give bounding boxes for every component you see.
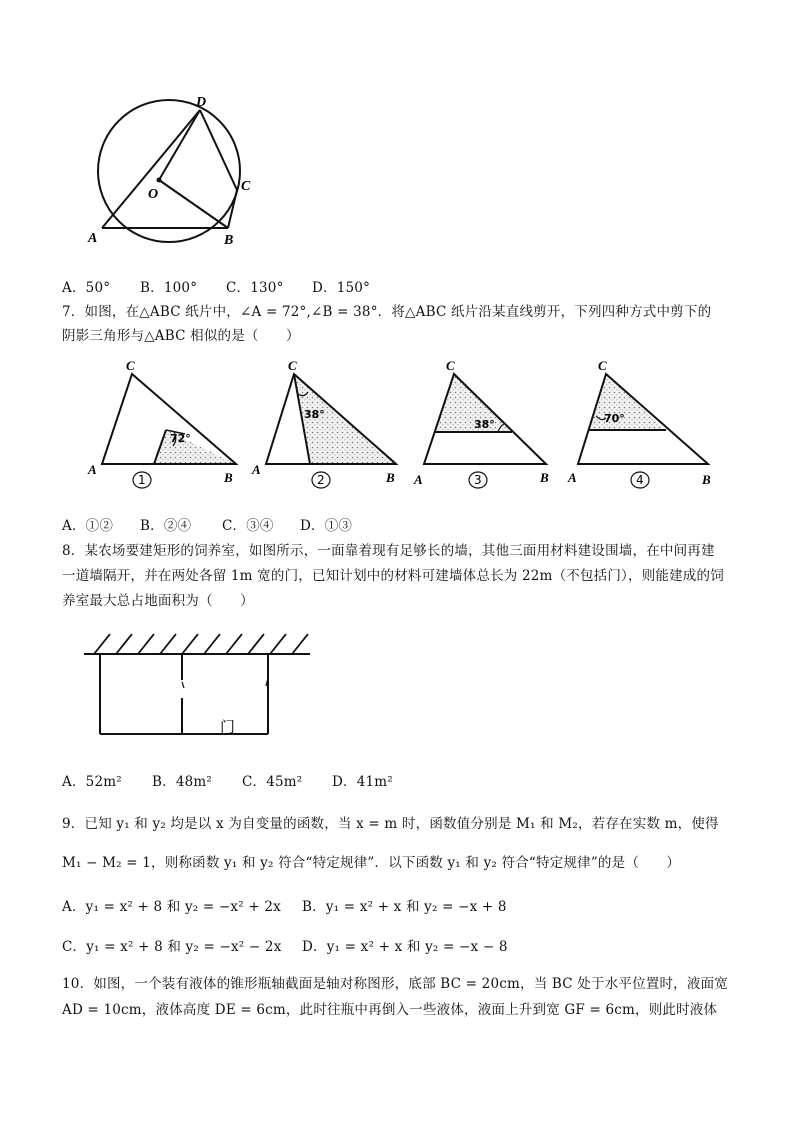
q6-option-d[interactable]: D．150° [312,280,371,296]
q8-stem-line1: 8．某农场要建矩形的饲养室，如图所示，一面靠着现有足够长的墙，其他三面用材料建设围墙，在中间再建 [62,543,715,559]
q9-options-row2 [62,935,508,955]
q7-fig2-label-b: B [386,470,395,485]
q8-enclosure-figure [80,628,320,748]
q7-triangle-figures [84,356,724,496]
q7-fig4-shaded-triangle [588,374,666,430]
q6-label-d: D [196,95,207,110]
q10-stem-line2: AD = 10cm，液体高度 DE = 6cm，此时往瓶中再倒入一些液体，液面上升到宽 GF = 6cm，则此时液体 [62,1002,718,1018]
q9-option-d[interactable]: D．y₁ = x² + x 和 y₂ = −x − 8 [302,939,508,955]
q9-option-c[interactable]: C．y₁ = x² + 8 和 y₂ = −x² − 2x [62,939,282,955]
q8-options [62,770,393,790]
q8-option-d[interactable]: D．41m² [332,774,393,790]
q6-option-a[interactable]: A．50° [62,280,111,296]
q7-fig2-label-c: C [288,358,297,373]
q7-fig1-number: 1 [138,473,146,487]
q7-stem-line1: 7．如图，在△ABC 纸片中，∠A = 72°,∠B = 38°．将△ABC 纸片沿某直线剪开，下列四种方式中剪下的 [62,304,712,320]
q6-options [62,276,370,296]
q7-fig1-shaded-triangle [154,430,236,464]
q7-fig1-angle: 72° [170,432,191,445]
q7-fig3-number: 3 [474,473,482,487]
q7-fig3-label-c: C [446,358,455,373]
q6-label-o: O [148,187,159,202]
q6-label-a: A [88,231,98,246]
q6-option-c[interactable]: C．130° [226,280,284,296]
q8-wall-hatching [94,634,308,654]
q7-fig3-label-b: B [540,470,549,485]
q6-radius-od [159,110,200,180]
q7-figure-2 [251,358,396,488]
q7-fig3-shaded-triangle [434,374,512,432]
q7-fig2-angle: 38° [304,408,325,421]
q7-fig1-label-b: B [224,470,233,485]
q8-option-a[interactable]: A．52m² [62,774,122,790]
q7-fig4-label-b: B [702,472,711,487]
q8-door-label: 门 [220,718,236,736]
q8-stem-line2: 一道墙隔开，并在两处各留 1m 宽的门，已知计划中的材料可建墙体总长为 22m（不包括门），则能建成的饲 [62,568,724,584]
q9-stem-line1: 9．已知 y₁ 和 y₂ 均是以 x 为自变量的函数，当 x = m 时，函数值分别是 M₁ 和 M₂，若存在实数 m，使得 [62,816,719,832]
q7-fig3-label-a: A [414,472,423,487]
q7-option-d[interactable]: D．①③ [300,518,353,534]
q8-option-c[interactable]: C．45m² [242,774,303,790]
q6-option-b[interactable]: B．100° [140,280,198,296]
q7-option-a[interactable]: A．①② [62,518,114,534]
q7-fig1-label-a: A [88,462,97,477]
q6-label-b: B [224,233,234,248]
q7-stem-line2: 阴影三角形与△ABC 相似的是（ ） [62,328,300,344]
q7-fig3-angle: 38° [474,418,495,431]
q6-radius-ob [159,180,228,228]
q6-label-c: C [241,179,251,194]
q7-fig4-label-c: C [598,358,607,373]
q7-fig4-label-a: A [568,470,577,485]
q9-options-row1 [62,895,507,915]
q8-middle-wall-gap-mark [182,682,184,688]
q6-center-dot [157,178,162,183]
q6-chord-dc [200,110,237,190]
q7-fig1-label-c: C [126,358,135,373]
q7-options [62,514,352,534]
q7-figure-1 [87,358,236,488]
q8-option-b[interactable]: B．48m² [152,774,213,790]
q6-chord-ad [102,110,200,228]
q10-stem-line1: 10．如图，一个装有液体的锥形瓶轴截面是轴对称图形，底部 BC = 20cm，当 BC 处于水平位置时，液面宽 [62,976,728,992]
q8-stem-line3: 养室最大总占地面积为（ ） [62,593,254,609]
q7-fig2-number: 2 [317,473,325,487]
q7-figure-4 [567,358,711,488]
q7-fig4-angle: 70° [604,412,625,425]
q7-option-c[interactable]: C．③④ [222,518,274,534]
q7-fig2-label-a: A [252,462,261,477]
q6-circle-figure [80,92,270,252]
q7-fig4-number: 4 [636,473,644,487]
q9-option-b[interactable]: B．y₁ = x² + x 和 y₂ = −x + 8 [302,899,507,915]
q9-option-a[interactable]: A．y₁ = x² + 8 和 y₂ = −x² + 2x [62,899,281,915]
q7-option-b[interactable]: B．②④ [140,518,192,534]
q7-figure-3 [413,358,549,488]
q9-stem-line2: M₁ − M₂ = 1，则称函数 y₁ 和 y₂ 符合“特定规律”．以下函数 y₁ 和 y₂ 符合“特定规律”的是（ ） [62,855,681,871]
